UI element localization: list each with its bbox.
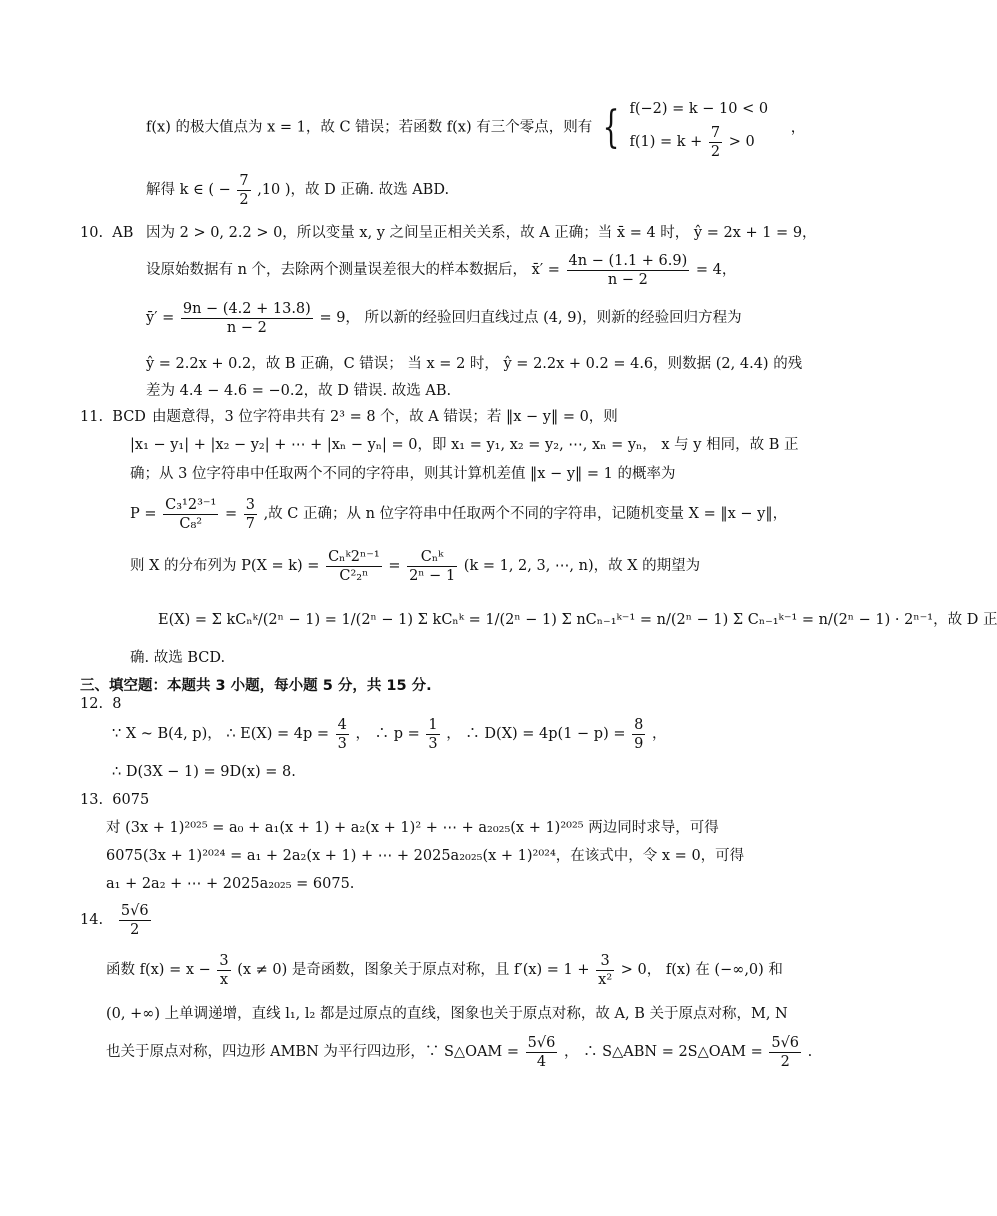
numerator: 9n − (4.2 + 13.8) <box>181 300 313 319</box>
q14-text: (x ≠ 0) 是奇函数，图象关于原点对称，且 f′(x) = 1 + <box>237 961 590 978</box>
q12-line-1 <box>112 716 666 753</box>
q10-text: = 9， 所以新的经验回归直线过点 (4, 9)，则新的经验回归方程为 <box>319 309 742 326</box>
fraction <box>181 300 313 337</box>
question-number: 10. <box>80 225 104 241</box>
denominator: x² <box>598 972 613 989</box>
fraction <box>326 548 382 585</box>
q13-line-2: 6075(3x + 1)²⁰²⁴ = a₁ + 2a₂(x + 1) + ⋯ + 2025a₂₀₂₅(x + 1)²⁰²⁴，在该式中，令 x = 0，可得 <box>106 848 745 864</box>
numerator: 5√6 <box>119 902 151 921</box>
q14-text: . <box>807 1043 813 1060</box>
q11-line-6: E(X) = Σ kCₙᵏ/(2ⁿ − 1) = 1/(2ⁿ − 1) Σ kCₙᵏ = 1/(2ⁿ − 1) Σ nCₙ₋₁ᵏ⁻¹ = n/(2ⁿ − 1) Σ Cₙ₋₁ᵏ⁻¹ = n/(2ⁿ − 1) · 2ⁿ⁻¹，故 D 正 <box>158 612 997 628</box>
numerator: 8 <box>632 716 645 735</box>
denominator: n − 2 <box>226 320 267 337</box>
q11-line-3: 确；从 3 位字符串中任取两个不同的字符串，则其计算机差值 ‖x − y‖ = 1 的概率为 <box>130 466 676 482</box>
fraction <box>407 548 457 585</box>
q12-text: ， <box>651 725 667 742</box>
equals: = <box>224 505 238 522</box>
q12-text: ∵ X ~ B(4, p)， ∴ E(X) = 4p = <box>112 725 330 742</box>
q12-text: ， ∴ p = <box>355 725 420 742</box>
answer: BCD <box>112 409 146 425</box>
q10-text: = 4， <box>695 261 737 278</box>
numerator: 7 <box>237 172 250 191</box>
q9-text: ,10 )，故 D 正确. 故选 ABD. <box>257 181 450 198</box>
numerator: Cₙᵏ <box>407 548 457 567</box>
denominator: 9 <box>634 736 644 753</box>
question-number: 11. <box>80 409 104 425</box>
q10-number <box>80 225 133 241</box>
q13-line-3: a₁ + 2a₂ + ⋯ + 2025a₂₀₂₅ = 6075. <box>106 876 355 892</box>
denominator: C²₂ⁿ <box>339 568 369 585</box>
system-row-2 <box>629 124 768 161</box>
question-number: 14. <box>80 911 104 928</box>
q10-text: 设原始数据有 n 个，去除两个测量误差很大的样本数据后， x̄′ = <box>146 261 560 278</box>
answer-fraction <box>119 902 151 939</box>
denominator: n − 2 <box>607 272 648 289</box>
q14-number <box>80 902 153 939</box>
numerator: Cₙᵏ2ⁿ⁻¹ <box>326 548 382 567</box>
question-number: 13. <box>80 792 104 808</box>
fraction <box>336 716 349 753</box>
numerator: 3 <box>596 952 614 971</box>
q13-number <box>80 792 149 808</box>
q13-line-1: 对 (3x + 1)²⁰²⁵ = a₀ + a₁(x + 1) + a₂(x + 1)² + ⋯ + a₂₀₂₅(x + 1)²⁰²⁵ 两边同时求导，可得 <box>106 820 719 836</box>
answer: 8 <box>112 696 122 712</box>
denominator: 3 <box>337 736 347 753</box>
system-row-1: f(−2) = k − 10 < 0 <box>629 101 769 117</box>
q12-text: ， ∴ D(X) = 4p(1 − p) = <box>446 725 626 742</box>
q10-line-3 <box>146 300 742 337</box>
q11-line-1: 由题意得，3 位字符串共有 2³ = 8 个，故 A 错误；若 ‖x − y‖ = 0，则 <box>152 409 618 425</box>
q11-text: P = <box>130 505 157 522</box>
q14-text: 也关于原点对称，四边形 AMBN 为平行四边形，∵ S△OAM = <box>106 1043 520 1060</box>
system-row-2-right: > 0 <box>728 133 755 150</box>
fraction <box>596 952 614 989</box>
q14-text: ， ∴ S△ABN = 2S△OAM = <box>563 1043 763 1060</box>
system-brace: { <box>602 102 620 154</box>
fraction <box>426 716 439 753</box>
fraction <box>709 124 722 161</box>
fraction <box>567 252 690 289</box>
denominator: C₈² <box>179 516 203 533</box>
denominator: 2 <box>710 143 721 160</box>
denominator: 2ⁿ − 1 <box>409 568 456 585</box>
section-heading: 三、填空题：本题共 3 小题，每小题 5 分，共 15 分. <box>80 678 432 694</box>
answer: 6075 <box>112 792 150 808</box>
q10-line-5: 差为 4.4 − 4.6 = −0.2，故 D 错误. 故选 AB. <box>146 383 452 399</box>
q11-line-4 <box>130 496 787 533</box>
numerator: 1 <box>426 716 439 735</box>
denominator: 4 <box>536 1054 547 1071</box>
denominator: 2 <box>239 192 249 209</box>
q11-text: (k = 1, 2, 3, ⋯, n)，故 X 的期望为 <box>463 557 701 574</box>
answer: AB <box>112 225 134 241</box>
numerator: 4 <box>336 716 349 735</box>
system-row-2-left: f(1) = k + <box>629 133 703 150</box>
numerator: 3 <box>244 496 257 515</box>
denominator: x <box>219 972 229 989</box>
q11-number <box>80 409 146 425</box>
punct: ， <box>790 119 806 136</box>
q11-line-5 <box>130 548 700 585</box>
numerator: 5√6 <box>526 1034 558 1053</box>
fraction <box>769 1034 801 1071</box>
numerator: C₃¹2³⁻¹ <box>163 496 218 515</box>
equation-system <box>629 96 768 161</box>
equals: = <box>388 557 401 574</box>
q11-line-7: 确. 故选 BCD. <box>130 650 226 666</box>
q9-text: 解得 k ∈ ( − <box>146 181 231 198</box>
q14-text: 函数 f(x) = x − <box>106 961 211 978</box>
q14-line-2: (0, +∞) 上单调递增，直线 l₁, l₂ 都是过原点的直线，图象也关于原点对称，故 A, B 关于原点对称，M, N <box>106 1006 788 1022</box>
fraction <box>217 952 230 989</box>
q9-line-2 <box>146 172 449 209</box>
numerator: 4n − (1.1 + 6.9) <box>567 252 690 271</box>
q12-number <box>80 696 122 712</box>
numerator: 7 <box>709 124 722 143</box>
q10-line-4: ŷ = 2.2x + 0.2，故 B 正确，C 错误； 当 x = 2 时， ŷ = 2.2x + 0.2 = 4.6，则数据 (2, 4.4) 的残 <box>146 356 803 372</box>
fraction <box>163 496 218 533</box>
fraction <box>244 496 257 533</box>
q10-text: ȳ′ = <box>146 309 175 326</box>
denominator: 3 <box>428 736 438 753</box>
q12-line-2: ∴ D(3X − 1) = 9D(x) = 8. <box>112 764 296 780</box>
denominator: 2 <box>780 1054 790 1071</box>
q14-line-1 <box>106 952 783 989</box>
question-number: 12. <box>80 696 104 712</box>
q14-line-3 <box>106 1034 812 1071</box>
q10-line-1: 因为 2 > 0, 2.2 > 0，所以变量 x, y 之间呈正相关关系，故 A 正确；当 x̄ = 4 时， ŷ = 2x + 1 = 9， <box>146 225 817 241</box>
numerator: 3 <box>217 952 230 971</box>
q11-text: ,故 C 正确；从 n 位字符串中任取两个不同的字符串，记随机变量 X = ‖x − y‖， <box>263 505 788 522</box>
q14-text: > 0， f(x) 在 (−∞,0) 和 <box>620 961 783 978</box>
q9-text: f(x) 的极大值点为 x = 1，故 C 错误；若函数 f(x) 有三个零点，则有 <box>146 119 593 136</box>
q10-line-2 <box>146 252 736 289</box>
q11-text: 则 X 的分布列为 P(X = k) = <box>130 557 320 574</box>
q9-line-1 <box>146 96 805 161</box>
q11-line-2: |x₁ − y₁| + |x₂ − y₂| + ⋯ + |xₙ − yₙ| = 0，即 x₁ = y₁, x₂ = y₂, ⋯, xₙ = yₙ， x 与 y 相同，故 B 正 <box>130 437 799 453</box>
fraction <box>237 172 250 209</box>
fraction <box>632 716 645 753</box>
numerator: 5√6 <box>769 1034 801 1053</box>
denominator: 7 <box>245 516 255 533</box>
denominator: 2 <box>130 922 140 939</box>
fraction <box>526 1034 558 1071</box>
